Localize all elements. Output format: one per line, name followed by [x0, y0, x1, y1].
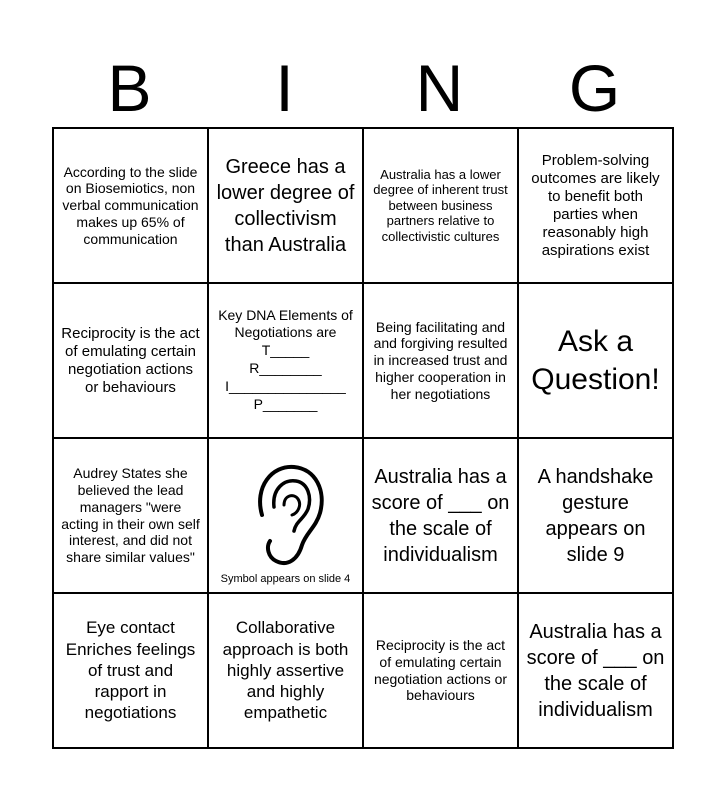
bingo-cell[interactable]: Problem-solving outcomes are likely to benefit both parties when reasonably high aspirations exist — [518, 128, 673, 283]
header-letter-i: I — [275, 51, 294, 125]
bingo-grid — [52, 127, 674, 749]
dna-blank-r: R________ — [249, 360, 322, 377]
bingo-cell[interactable]: Being facilitating and and forgiving resulted in increased trust and higher cooperation in her negotiations — [363, 283, 518, 438]
bingo-cell[interactable]: Audrey States she believed the lead managers "were acting in their own self interest, and did not share similar values" — [53, 438, 208, 593]
header-letter-g: G — [568, 51, 621, 125]
bingo-cell-ear[interactable] — [208, 438, 363, 593]
bingo-cell-dna[interactable] — [208, 283, 363, 438]
header-letter-n: N — [415, 51, 464, 125]
ear-icon — [244, 461, 328, 571]
bingo-cell[interactable]: A handshake gesture appears on slide 9 — [518, 438, 673, 593]
bingo-cell[interactable]: Australia has a score of ___ on the scale of individualism — [363, 438, 518, 593]
bingo-cell[interactable]: Greece has a lower degree of collectivism than Australia — [208, 128, 363, 283]
grid-row — [53, 128, 673, 283]
bingo-cell[interactable]: Reciprocity is the act of emulating certain negotiation actions or behaviours — [53, 283, 208, 438]
bingo-cell[interactable]: Collaborative approach is both highly assertive and highly empathetic — [208, 593, 363, 748]
bingo-cell[interactable]: According to the slide on Biosemiotics, non verbal communication makes up 65% of communication — [53, 128, 208, 283]
grid-row — [53, 438, 673, 593]
dna-blank-i: I_______________ — [225, 378, 346, 395]
grid-row — [53, 283, 673, 438]
ear-caption: Symbol appears on slide 4 — [220, 572, 351, 585]
bingo-header — [52, 50, 672, 126]
dna-blanks — [215, 341, 356, 414]
dna-blank-t: T_____ — [261, 341, 310, 358]
bingo-cell[interactable]: Reciprocity is the act of emulating certain negotiation actions or behaviours — [363, 593, 518, 748]
dna-blank-p: P_______ — [253, 396, 318, 413]
bingo-cell[interactable]: Eye contact Enriches feelings of trust and rapport in negotiations — [53, 593, 208, 748]
bingo-cell-free[interactable]: Ask a Question! — [518, 283, 673, 438]
grid-row — [53, 593, 673, 748]
bingo-cell[interactable]: Australia has a score of ___ on the scale of individualism — [518, 593, 673, 748]
dna-heading: Key DNA Elements of Negotiations are — [218, 307, 353, 341]
bingo-cell[interactable]: Australia has a lower degree of inherent trust between business partners relative to collectivistic cultures — [363, 128, 518, 283]
header-letter-b: B — [107, 51, 152, 125]
